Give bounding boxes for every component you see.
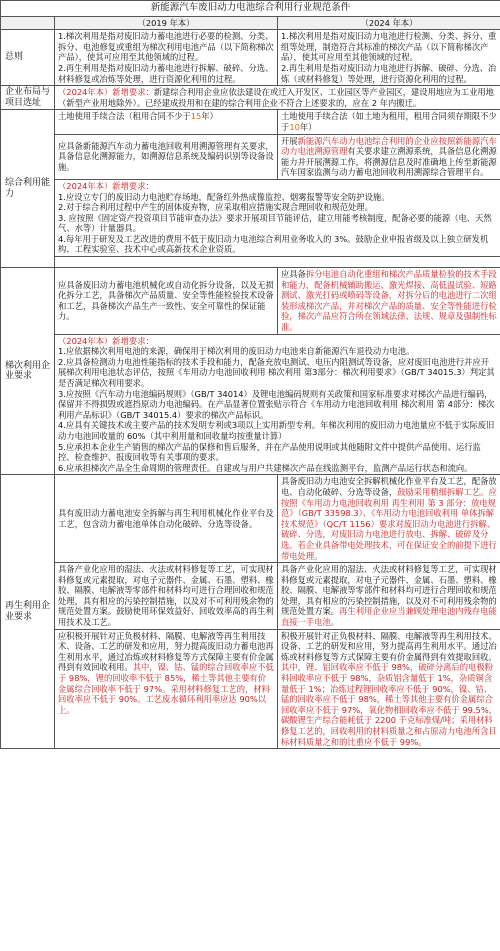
general-2024-p1: 1.梯次利用是指对废旧动力电池进行检测、分类、拆分、重组等处理，制造符合其标准的梯次产品（以下简称梯次产品），使其可应用至其他领域的过程。 xyxy=(281,31,497,63)
cascade-new-6: 6.应承担梯次产品全生命周期的管理责任。自建或与用户共建梯次产品在线监测平台，监测产品运行状态和流向。 xyxy=(58,462,473,473)
general-2019-p1: 1.梯次利用是指对废旧动力蓄电池进行必要的检测、分类、拆分、电池修复或重组为梯次利用电池产品（以下简称梯次产品），使其可应用至其他领域的过程。 xyxy=(58,31,274,63)
category-recycle: 再生利用企业要求 xyxy=(1,475,55,749)
rate-2019-highlight: 其中，镍、钴、锰的综合回收率应不低于 98%，锂的回收率不低于 85%，稀土等其他主要有价金属综合回收率不低于 97%。采用材料修复工艺的，材料回收率应不低于 90%。工艺废水循环利用率应达 90%以上。 xyxy=(58,662,274,715)
comprehensive-new-1: 1.应设立专门的废旧动力电池贮存场地，配备红外热成像监控、烟雾报警等安全防护设施。 xyxy=(58,191,390,202)
land-2019-text: 土地使用手续合法（租用合同不少于 xyxy=(58,111,191,122)
general-2019-p2: 2.再生利用是指对废旧动力蓄电池进行拆解、破碎、分选、材料修复或冶炼等处理，进行资源化利用的过程。 xyxy=(58,62,274,84)
rate-2019 xyxy=(55,629,278,749)
general-2024 xyxy=(278,30,500,86)
trace-2024-a: 开展 xyxy=(281,135,298,146)
row-recycle-dismantle xyxy=(1,475,500,563)
table-title: 新能源汽车废旧动力电池综合利用行业规范条件 xyxy=(1,1,500,17)
rate-2024-highlight: 其中，锂、铝回收率应不低于 98%，破碎分离后的电极粉料回收率应不低于 98%，杂质铝含量低于 1%，杂质铜含量低于 1%；冶炼过程锂回收率应不低于 90%，镍、钴、锰的回收率应不低于 98%，稀土等其他主要有价金属综合回收率应不低于 97%，氧化物相回收率应不低于 99.5%，碳酸锂生产综合能耗低于 2200 千克标准煤/吨；采用材料修复工艺的，回收利用的材料质量之和占原动力电池所含目标材料质量之和的比重应不低于 99%。 xyxy=(281,662,498,747)
industrial-2024-highlight: 再生利用企业应当兼顾处理电池内残存电能直接一手电池。 xyxy=(281,606,497,628)
dismantle-2024-highlight: 鼓励采用精细拆解工艺。应按照《车用动力电池回收利用 再生利用 第 3 部分：放电规范》（GB/T 33598.3）、《车用动力电池回收利用 单体拆解技术规范》（QC/T 1156）要求对废旧动力电池进行拆解、破碎、分选，对废旧动力电池进行放电、拆解、破碎及分选。若企业具备带电处理技术，可在保证安全的前提下进行带电处理。 xyxy=(281,486,497,561)
land-2019 xyxy=(55,110,278,134)
comprehensive-new-2: 2.对于综合利用过程中产生的固体废弃物，应采取相应措施实现合理回收和规范处理。 xyxy=(58,202,373,213)
trace-2024 xyxy=(278,134,500,179)
comprehensive-new xyxy=(55,179,500,256)
dismantle-2024-a: 具备废旧动力电池安全拆解机械化作业平台及工艺，配备放电、自动化破碎、分选等设备， xyxy=(281,476,497,497)
rate-2024 xyxy=(278,629,500,749)
header-2024: （2024 年本） xyxy=(278,16,500,30)
row-comprehensive-new xyxy=(1,179,500,256)
cascade-new-4: 4.应具有关键技术或主要产品的技术发明专利或3项以上实用新型专利。年梯次利用的废旧动力电池量应不低于实际废旧动力电池回收量的 60%（其中利用量和回收量均按重量计算） xyxy=(58,420,495,441)
layout-text: 新建综合利用企业应依法建设在或迁入开发区、工业园区等产业园区，建设用地应为工业用地（新型产业用地除外）。已经建成投用和在建的综合利用企业不符合上述要求的，应在 2 年内搬迁。 xyxy=(58,87,494,108)
new-requirement-tag: （2024年本）新增要求： xyxy=(58,180,154,191)
dismantle-2019: 具有废旧动力蓄电池安全拆解与再生利用机械化作业平台及工艺，包含动力蓄电池单体自动化破碎、分选等设备。 xyxy=(55,475,278,563)
row-layout xyxy=(1,86,500,110)
industrial-2024 xyxy=(278,563,500,630)
cascade-new-5: 5.应承担本企业生产销售的梯次产品的保修和售后服务，并在产品使用说明或其他随附文件中提供产品使用、运行监控、检查维护、报废回收等有关事项的要求。 xyxy=(58,441,481,463)
new-requirement-tag: （2024年本）新增要求： xyxy=(58,335,154,346)
rate-2024-a: 积极开展针对正负极材料、隔膜、电解液等再生利用技术、设备、工艺的研发和应用，努力提高再生利用水平。通过冶炼或材料修复等方式保障主要有价金属得到有效提取回收。 xyxy=(281,630,497,662)
row-trace xyxy=(1,134,500,179)
row-cascade-new xyxy=(1,334,500,475)
header-blank xyxy=(1,16,55,30)
land-2024-text: 土地使用手续合法（如土地为租用，租用合同须存期限不少于 xyxy=(281,111,497,132)
row-recycle-industrial xyxy=(1,563,500,630)
cascade-new-1: 1.应依据梯次利用电池的来源，确保用于梯次利用的废旧动力电池来自新能源汽车退役动力电池。 xyxy=(58,346,415,357)
row-spacer xyxy=(1,257,500,268)
trace-2019: 应具备新能源汽车动力蓄电池回收利用溯源管理有关要求，具备信息化溯源能力，如溯源信息系统及编码识别等设备设施。 xyxy=(55,134,278,179)
land-2024-unit: 年） xyxy=(299,121,317,132)
category-general: 总则 xyxy=(1,30,55,86)
row-general xyxy=(1,30,500,86)
row-land xyxy=(1,110,500,134)
spacer-cell xyxy=(55,257,500,268)
cascade-new xyxy=(55,334,500,475)
comprehensive-new-4: 4.每年用于研发及工艺改进的费用不低于废旧动力电池综合利用业务收入的 3%。鼓励企业申报省级及以上独立研发机构、工程实验室、技术中心或高新技术企业资质。 xyxy=(58,233,489,255)
cascade-2024-a: 应具备 xyxy=(281,269,306,280)
general-2024-p2: 2.再生利用是指对废旧动力电池进行拆解、破碎、分选、冶炼（或材料修复）等处理，进行资源化利用的过程。 xyxy=(281,62,497,84)
cascade-2019: 应具备废旧动力蓄电池机械化或自动化拆分设备，以及无损化拆分工艺，具备梯次产品质量、安全等性能检验技术设备和工艺，具备梯次产品生产一致性、安全可靠性的保证能力。 xyxy=(55,268,278,335)
land-2019-unit: 年） xyxy=(201,111,218,122)
comprehensive-new-3: 3. 应按照《固定资产投资项目节能审查办法》要求开展项目节能评估，建立用能考核制度，配备必要的能源（电、天然气、水等）计量器具。 xyxy=(58,212,492,234)
new-requirement-tag: （2024年本）新增要求： xyxy=(58,87,154,98)
layout-content xyxy=(55,86,500,110)
category-comprehensive: 综合利用能力 xyxy=(1,110,55,268)
industrial-2019: 具备产业化应用的湿法、火法或材料修复等工艺，可实现材料修复或元素提取，对电子元器件、金属、石墨、塑料、橡胶、隔膜、电解液等零部件和材料均可进行合理回收和规范处理，具有相应的污染控制措施，以及对不可利用残余物的规范处置方案。鼓励使用环保效益好、回收效率高的再生利用技术及工艺。 xyxy=(55,563,278,630)
cascade-2024-highlight: 拆分电池自动化重组和梯次产品质量检验的技术手段和能力，配备机械辅助搬运、激光焊接、高低温试验、短路测试、激光打码或喷码等设备，对拆分后的电池进行二次组装形成梯次产品，并对梯次产品的质量、安全等性能进行检验，梯次产品应符合所在领域法律、法规、规章及强制性标准。 xyxy=(281,269,497,333)
general-2019 xyxy=(55,30,278,86)
header-2019: （2019 年本） xyxy=(55,16,278,30)
cascade-new-3: 3.应按照《汽车动力电池编码规则》（GB/T 34014）及锂电池编码规则有关政策和国家标准要求对梯次产品进行编码，保留并不得损毁或遮挡原动力电池编码。在产品显著位置张贴示符合《车用动力电池回收利用 梯次利用 第 4部分：梯次利用产品标识》（GB/T 34015.4）要求的梯次产品标识。 xyxy=(58,388,495,420)
cascade-2024 xyxy=(278,268,500,335)
industrial-2024-a: 具备产业化应用的湿法、火法或材料修复等工艺，可实现材料修复或元素提取，对电子元器件、金属、石墨、塑料、橡胶、隔膜、电解液等零部件和材料均可进行合理回收和规范处理，具有相应的污染控制措施，以及对不可利用残余物的规范处置方案。 xyxy=(281,564,497,617)
trace-2024-b: 有关要求建立溯源系统，具备信息化溯源能力并开展溯源工作，将溯源信息及时准确地上传至新能源汽车国家监测与动力蓄电池回收利用溯源综合管理平台。 xyxy=(281,146,497,178)
rate-2019-a: 应积极开展针对正负极材料、隔膜、电解液等再生利用技术、设备、工艺的研发和应用，努力提高废旧动力蓄电池再生利用水平，通过冶炼或材料修复等方式保障主要有价金属得到有效回收利用。 xyxy=(58,630,274,673)
category-cascade: 梯次利用企业要求 xyxy=(1,268,55,475)
trace-2024-highlight: 新能源汽车动力电池综合利用的企业应按照新能源汽车动力电池溯源管理 xyxy=(281,135,497,157)
land-2019-years: 15 xyxy=(190,111,202,122)
dismantle-2024 xyxy=(278,475,500,563)
category-layout: 企业布局与项目选址 xyxy=(1,86,55,110)
cascade-new-2: 2.应具备检测动力电池性能指标的技术手段和能力，配备充放电测试、电压内阻测试等设备，应对废旧电池进行并应开展梯次利用电池状态评估，按照《车用动力电池回收利用 梯次利用 第3部分：梯次利用要求》（GB/T 34015.3）判定其是否满足梯次利用要求。 xyxy=(58,356,495,388)
land-2024 xyxy=(278,110,500,134)
row-cascade-auto xyxy=(1,268,500,335)
row-recycle-rate xyxy=(1,629,500,749)
land-2024-years: 10 xyxy=(289,121,300,132)
